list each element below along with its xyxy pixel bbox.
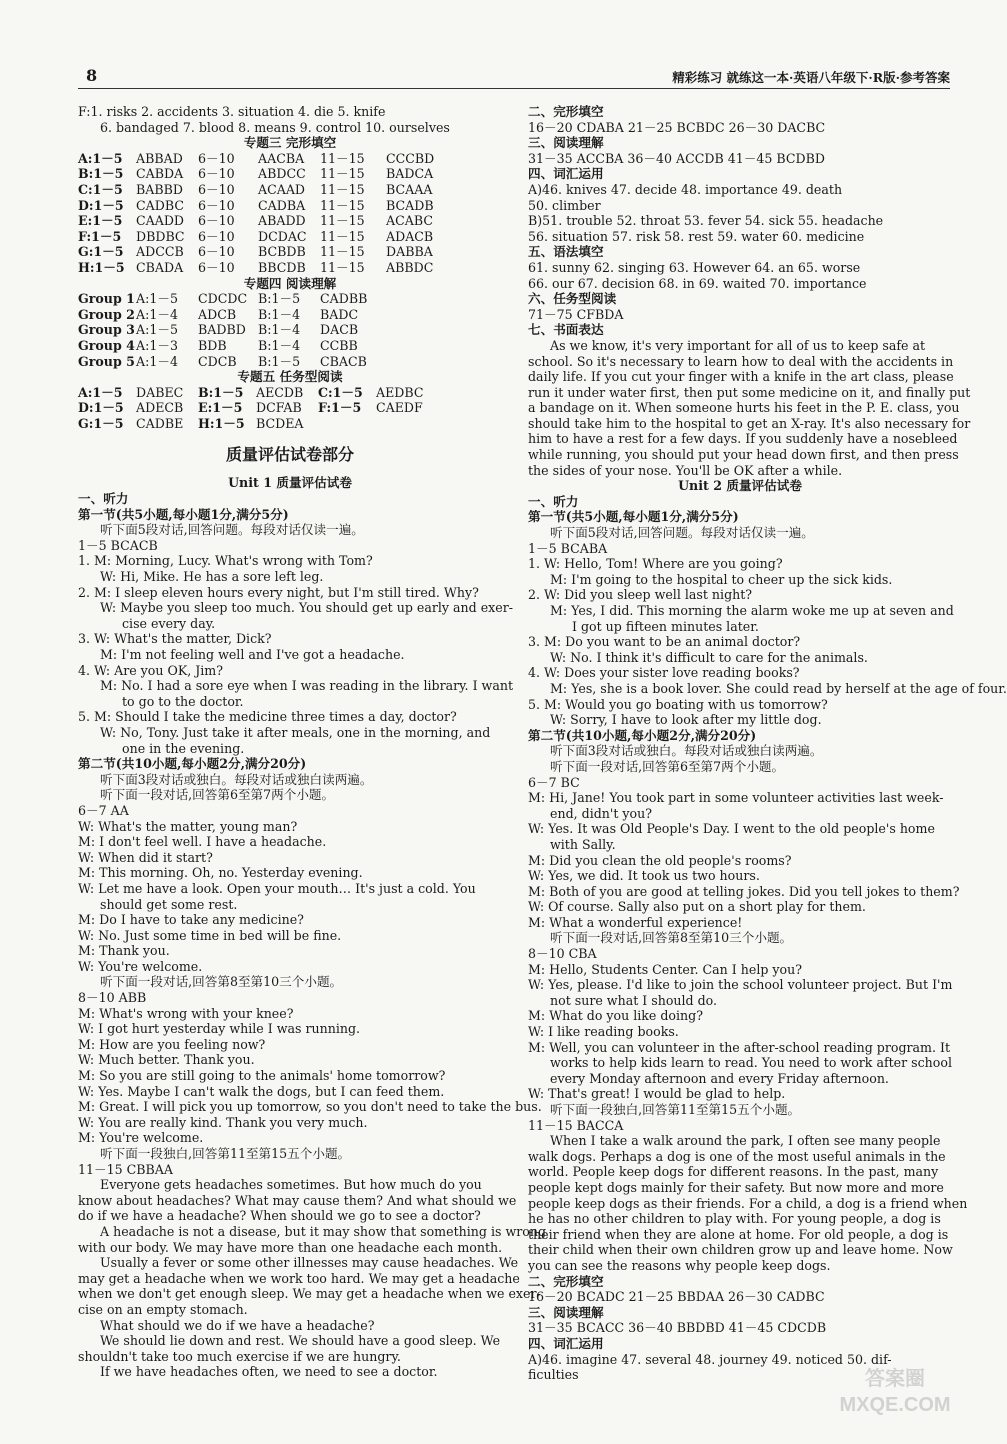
text-line: 第二节(共10小题,每小题2分,满分20分)	[78, 756, 307, 772]
text-line: M: What's wrong with your knee?	[78, 1005, 294, 1021]
text-line: M: Well, you can volunteer in the after-school reading program. It	[528, 1039, 951, 1055]
text-line: with our body. We may have more than one headache each month.	[78, 1239, 503, 1255]
text-line: M: This morning. Oh, no. Yesterday evening.	[78, 865, 363, 881]
answer-cell: 6－10	[198, 244, 235, 260]
text-line: 5. M: Would you go boating with us tomorrow?	[528, 696, 828, 712]
text-line: their child when their own children grow up and leave home. Now	[528, 1242, 953, 1258]
text-line: one in the evening.	[122, 740, 245, 756]
answer-cell: D:1－5	[78, 197, 124, 213]
answer-cell: B:1－5	[198, 384, 244, 400]
text-line: 六、任务型阅读	[528, 291, 617, 307]
answer-cell: ADECB	[136, 400, 184, 416]
answer-cell: Group 5	[78, 353, 135, 369]
answer-cell: Group 3	[78, 322, 135, 338]
answer-row	[78, 213, 502, 229]
text-line: 2. W: Did you sleep well last night?	[528, 587, 753, 603]
answer-cell: ABBAD	[136, 150, 183, 166]
text-line: 第一节(共5小题,每小题1分,满分5分)	[528, 509, 739, 525]
text-line: W: No. Just some time in bed will be fine.	[78, 927, 342, 943]
answer-cell: 11－15	[320, 181, 365, 197]
answer-row	[78, 229, 502, 245]
text-line: 31－35 BCACC 36－40 BBDBD 41－45 CDCDB	[528, 1320, 827, 1336]
answer-cell: D:1－5	[78, 400, 124, 416]
text-line: M: Did you clean the old people's rooms?	[528, 852, 792, 868]
text-line: 16－20 CDABA 21－25 BCBDC 26－30 DACBC	[528, 119, 826, 135]
answer-cell: A:1－3	[136, 337, 178, 353]
answer-cell: AECDB	[256, 384, 304, 400]
text-line: M: Hello, Students Center. Can I help you?	[528, 961, 802, 977]
text-line: 第一节(共5小题,每小题1分,满分5分)	[78, 506, 289, 522]
text-line: 听下面一段对话,回答第8至第10三个小题。	[100, 974, 343, 990]
text-line: 8－10 ABB	[78, 990, 147, 1006]
answer-row	[78, 307, 502, 323]
answer-cell: B:1－4	[258, 306, 301, 322]
watermark-line1: 答案圈	[865, 1368, 925, 1390]
text-line: 听下面一段独白,回答第11至第15五个小题。	[550, 1102, 801, 1117]
answer-cell: Group 4	[78, 337, 135, 353]
answer-cell: CADBB	[320, 291, 368, 307]
text-line: when we don't get enough sleep. We may get a headache when we exer-	[78, 1286, 541, 1302]
text-line: M: No. I had a sore eye when I was reading in the library. I want	[100, 678, 514, 694]
text-line: cise every day.	[122, 615, 216, 631]
text-line: A)46. knives 47. decide 48. importance 49. death	[528, 181, 843, 197]
answer-cell	[376, 416, 438, 432]
answer-row	[78, 151, 502, 167]
answer-cell: B:1－5	[258, 291, 301, 307]
text-line: W: Yes. It was Old People's Day. I went to the old people's home	[528, 821, 935, 837]
left-column	[78, 104, 547, 1380]
text-line: 61. sunny 62. singing 63. However 64. an 65. worse	[528, 259, 861, 275]
text-line: not sure what I should do.	[550, 992, 718, 1008]
answer-cell: CDCDC	[198, 291, 248, 307]
answer-cell: 11－15	[320, 213, 365, 229]
answer-cell: B:1－4	[258, 337, 301, 353]
text-line: daily life. If you cut your finger with a knife in the art class, please	[528, 369, 954, 385]
text-line: 5. M: Should I take the medicine three times a day, doctor?	[78, 709, 457, 725]
text-line: 6－7 BC	[528, 774, 580, 790]
text-line: people keep dogs as their friends. For a child, a dog is a friend when	[528, 1195, 968, 1211]
answer-line: 6. bandaged 7. blood 8. means 9. control 10. ourselves	[100, 119, 450, 135]
answer-cell: 11－15	[320, 259, 365, 275]
answer-cell: H:1－5	[78, 259, 125, 275]
topic-heading: 专题三 完形填空	[243, 135, 337, 151]
answer-row	[78, 166, 502, 182]
text-line: works to help kids learn to read. You need to work after school	[550, 1055, 952, 1071]
text-line: 听下面5段对话,回答问题。每段对话仅读一遍。	[100, 522, 364, 538]
answer-cell: B:1－4	[258, 322, 301, 338]
answer-row	[78, 244, 502, 260]
text-line: M: I'm not feeling well and I've got a headache.	[100, 647, 405, 662]
text-line: cise on an empty stomach.	[78, 1301, 248, 1317]
answer-row	[78, 400, 502, 416]
text-line: 二、完形填空	[528, 1273, 604, 1289]
text-line: may get a headache when we work too hard. We may get a headache	[78, 1270, 520, 1286]
text-line: 11－15 BACCA	[528, 1117, 624, 1133]
topic-heading: 专题五 任务型阅读	[237, 369, 343, 385]
answer-cell: CADBE	[136, 415, 184, 431]
text-line: 6－7 AA	[78, 802, 129, 818]
text-line: If we have headaches often, we need to see a doctor.	[100, 1364, 438, 1380]
answer-cell: CABDA	[136, 166, 184, 182]
page-number: 8	[86, 66, 98, 85]
text-line: 3. M: Do you want to be an animal doctor?	[528, 634, 801, 650]
text-line: W: I got hurt yesterday while I was running.	[78, 1021, 361, 1037]
answer-cell: 6－10	[198, 150, 235, 166]
answer-cell: DCFAB	[256, 400, 302, 416]
text-line: 第二节(共10小题,每小题2分,满分20分)	[528, 727, 757, 743]
answer-cell: C:1－5	[318, 384, 363, 400]
answer-cell: 6－10	[198, 197, 235, 213]
text-line: 听下面3段对话或独白。每段对话或独白读两遍。	[550, 743, 823, 759]
answer-cell: G:1－5	[78, 415, 124, 431]
answer-cell: BCAAA	[386, 181, 433, 197]
text-line: the sides of your nose. You'll be OK after a while.	[528, 462, 843, 478]
text-line: every Monday afternoon and every Friday afternoon.	[550, 1070, 889, 1086]
answer-cell: BCADB	[386, 197, 434, 213]
text-line: We should lie down and rest. We should have a good sleep. We	[100, 1333, 501, 1349]
answer-row	[78, 385, 502, 401]
text-line: W: Yes, please. I'd like to join the school volunteer project. But I'm	[528, 977, 953, 993]
text-line: 4. W: Does your sister love reading books?	[528, 665, 800, 681]
answer-cell: A:1－4	[136, 353, 178, 369]
answer-cell: CCBB	[320, 337, 358, 353]
text-line: W: Hi, Mike. He has a sore left leg.	[100, 569, 324, 585]
text-line: W: That's great! I would be glad to help.	[528, 1086, 786, 1102]
text-line: while running, you should put your head down first, and then press	[528, 447, 959, 463]
answer-cell: 6－10	[198, 181, 235, 197]
answer-cell: F:1－5	[318, 400, 362, 416]
answer-cell: A:1－5	[78, 150, 123, 166]
answer-cell: C:1－5	[78, 181, 123, 197]
text-line: you can see the reasons why people keep dogs.	[528, 1257, 831, 1273]
unit-title: Unit 2 质量评估试卷	[678, 478, 802, 494]
text-line: 50. climber	[528, 197, 601, 213]
answer-cell: 6－10	[198, 213, 235, 229]
answer-row	[78, 198, 502, 214]
text-line: to go to the doctor.	[122, 693, 244, 709]
answer-cell: DBDBC	[136, 228, 185, 244]
text-line: Everyone gets headaches sometimes. But how much do you	[100, 1177, 482, 1193]
answer-cell: G:1－5	[78, 244, 124, 260]
text-line: I got up fifteen minutes later.	[572, 618, 759, 634]
text-line: 四、词汇运用	[528, 1335, 604, 1351]
answer-cell: F:1－5	[78, 228, 122, 244]
text-line: M: I'm going to the hospital to cheer up the sick kids.	[550, 571, 893, 587]
text-line: walk dogs. Perhaps a dog is one of the most useful animals in the	[528, 1148, 946, 1164]
text-line: M: What a wonderful experience!	[528, 914, 743, 930]
text-line: W: Maybe you sleep too much. You should get up early and exer-	[100, 600, 513, 616]
part-title: 质量评估试卷部分	[225, 445, 354, 465]
text-line: Usually a fever or some other illnesses may cause headaches. We	[100, 1255, 519, 1271]
watermark-logo	[820, 1366, 970, 1426]
text-line: W: No, Tony. Just take it after meals, one in the morning, and	[100, 724, 491, 740]
text-line: 1. W: Hello, Tom! Where are you going?	[528, 556, 783, 572]
answer-row	[78, 182, 502, 198]
answer-row	[78, 260, 502, 276]
answer-cell: CAEDF	[376, 400, 423, 416]
text-line: M: How are you feeling now?	[78, 1036, 266, 1052]
text-line: 3. W: What's the matter, Dick?	[78, 631, 272, 647]
text-line: 1－5 BCACB	[78, 537, 158, 553]
text-line: M: Both of you are good at telling jokes. Did you tell jokes to them?	[528, 883, 960, 899]
answer-cell: B:1－5	[78, 166, 124, 182]
answer-line: F:1. risks 2. accidents 3. situation 4. die 5. knife	[78, 104, 386, 119]
answer-row	[78, 354, 502, 370]
text-line: school. So it's necessary to learn how to deal with the accidents in	[528, 353, 954, 369]
answer-cell: BDB	[198, 337, 227, 353]
text-line: When I take a walk around the park, I often see many people	[550, 1133, 941, 1149]
text-line: 1. M: Morning, Lucy. What's wrong with Tom?	[78, 553, 373, 569]
text-line: W: You're welcome.	[78, 958, 203, 974]
watermark-line2: MXQE.COM	[839, 1394, 951, 1416]
answer-cell: ABDCC	[258, 166, 306, 182]
text-line: 二、完形填空	[528, 104, 604, 119]
answer-cell: BADBD	[198, 322, 246, 338]
text-line: W: Of course. Sally also put on a short play for them.	[528, 899, 866, 915]
text-line: 听下面一段对话,回答第8至第10三个小题。	[550, 930, 793, 946]
text-line: 11－15 CBBAA	[78, 1161, 173, 1177]
answer-cell: BCDEA	[256, 415, 304, 431]
text-line: M: Yes, I did. This morning the alarm woke me up at seven and	[550, 603, 954, 618]
answer-cell: BADCA	[386, 166, 434, 182]
answer-cell: A:1－4	[136, 306, 178, 322]
answer-cell: Group 2	[78, 306, 135, 322]
text-line: W: I like reading books.	[528, 1024, 679, 1040]
answer-cell: DACB	[320, 322, 359, 338]
text-line: M: I don't feel well. I have a headache.	[78, 834, 327, 850]
text-line: M: Yes, she is a book lover. She could read by herself at the age of four.	[550, 680, 1007, 696]
text-line: 听下面5段对话,回答问题。每段对话仅读一遍。	[550, 525, 814, 541]
text-line: M: Do I have to take any medicine?	[78, 912, 304, 928]
text-line: 71－75 CFBDA	[528, 306, 624, 322]
answer-cell: ACABC	[386, 213, 433, 229]
text-line: 31－35 ACCBA 36－40 ACCDB 41－45 BCDBD	[528, 150, 825, 166]
answer-cell: DABBA	[386, 244, 433, 260]
answer-cell: CDCB	[198, 353, 237, 369]
answer-cell: CADBC	[136, 197, 184, 213]
answer-cell: A:1－5	[78, 384, 123, 400]
answer-cell: Group 1	[78, 291, 135, 307]
text-line: 三、阅读理解	[528, 135, 604, 151]
text-line: their friend when they are alone at home. For old people, a dog is	[528, 1226, 949, 1242]
answer-cell: BADC	[320, 306, 359, 322]
answer-cell: DCDAC	[258, 228, 307, 244]
text-line: B)51. trouble 52. throat 53. fever 54. sick 55. headache	[528, 213, 884, 229]
text-line: a bandage on it. When someone hurts his feet in the P. E. class, you	[528, 400, 960, 416]
text-line: As we know, it's very important for all of us to keep safe at	[550, 337, 926, 353]
text-line: people kept dogs mainly for their safety. But now more and more	[528, 1179, 944, 1195]
text-line: W: What's the matter, young man?	[78, 818, 298, 834]
text-line: W: Let me have a look. Open your mouth… It's just a cold. You	[78, 880, 476, 896]
answer-cell: CAADD	[136, 213, 185, 229]
answer-cell: CBACB	[320, 353, 367, 369]
unit-title: Unit 1 质量评估试卷	[228, 475, 352, 491]
answer-cell: BABBD	[136, 181, 183, 197]
answer-cell: BBCDB	[258, 259, 306, 275]
answer-cell: ADACB	[386, 228, 434, 244]
answer-cell: 11－15	[320, 166, 365, 182]
text-line: ficulties	[528, 1367, 579, 1383]
text-line: 一、听力	[78, 491, 129, 507]
answer-cell: ADCCB	[136, 244, 184, 260]
text-line: 8－10 CBA	[528, 946, 597, 962]
text-line: him to have a rest for a few days. If you suddenly have a nosebleed	[528, 431, 958, 447]
answer-cell: BCBDB	[258, 244, 306, 260]
text-line: W: When did it start?	[78, 849, 213, 865]
text-line: A)46. imagine 47. several 48. journey 49. noticed 50. dif-	[528, 1351, 892, 1367]
answer-cell: DABEC	[136, 384, 184, 400]
text-line: A headache is not a disease, but it may show that something is wrong	[100, 1223, 547, 1239]
text-line: 七、书面表达	[528, 322, 604, 338]
answer-cell: ABADD	[258, 213, 306, 229]
right-column	[528, 104, 1007, 1383]
answer-cell: AACBA	[258, 150, 305, 166]
text-line: 56. situation 57. risk 58. rest 59. water 60. medicine	[528, 228, 865, 244]
text-line: M: Hi, Jane! You took part in some volunteer activities last week-	[528, 790, 944, 806]
answer-cell: H:1－5	[198, 415, 245, 431]
answer-cell: 6－10	[198, 166, 235, 182]
text-line: 三、阅读理解	[528, 1304, 604, 1320]
answer-row	[78, 338, 502, 354]
text-line: W: Yes, we did. It took us two hours.	[528, 868, 760, 884]
text-line: 4. W: Are you OK, Jim?	[78, 662, 224, 678]
text-line: M: What do you like doing?	[528, 1008, 703, 1024]
answer-cell: CCCBD	[386, 150, 435, 166]
answer-cell	[318, 416, 376, 432]
answer-cell: 6－10	[198, 259, 235, 275]
answer-cell: ABBDC	[386, 259, 434, 275]
text-line: 五、语法填空	[528, 244, 604, 260]
answer-cell: CADBA	[258, 197, 306, 213]
answer-cell: ACAAD	[258, 181, 306, 197]
answer-cell: 11－15	[320, 244, 365, 260]
text-line: do if we have a headache? When should we go to see a doctor?	[78, 1208, 481, 1224]
text-line: 16－20 BCADC 21－25 BBDAA 26－30 CADBC	[528, 1289, 825, 1305]
text-line: W: You are really kind. Thank you very much.	[78, 1114, 368, 1130]
text-line: 听下面一段对话,回答第6至第7两个小题。	[550, 758, 785, 774]
text-line: world. People keep dogs for different reasons. In the past, many	[528, 1164, 939, 1180]
text-line: 2. M: I sleep eleven hours every night, but I'm still tired. Why?	[78, 584, 479, 600]
answer-cell: E:1－5	[198, 400, 243, 416]
text-line: 听下面一段对话,回答第6至第7两个小题。	[100, 787, 335, 803]
text-line: should take him to the hospital to get an X-ray. It's also necessary for	[528, 415, 971, 431]
text-line: 66. our 67. decision 68. in 69. waited 70. importance	[528, 275, 867, 291]
text-line: W: Sorry, I have to look after my little dog.	[550, 712, 822, 728]
text-line: he has no other children to play with. For young people, a dog is	[528, 1211, 941, 1227]
text-line: M: You're welcome.	[78, 1130, 204, 1146]
text-line: M: So you are still going to the animals' home tomorrow?	[78, 1068, 446, 1084]
answer-cell: B:1－5	[258, 353, 301, 369]
answer-cell: ADCB	[198, 306, 237, 322]
text-line: 四、词汇运用	[528, 166, 604, 182]
answer-cell: A:1－5	[136, 291, 178, 307]
answer-row	[78, 322, 502, 338]
text-line: W: Much better. Thank you.	[78, 1052, 255, 1068]
answer-row	[78, 416, 502, 432]
text-line: M: Great. I will pick you up tomorrow, so you don't need to take the bus.	[78, 1099, 542, 1115]
answer-cell: CBADA	[136, 259, 184, 275]
text-line: M: Thank you.	[78, 943, 170, 959]
text-line: with Sally.	[550, 836, 616, 852]
text-line: end, didn't you?	[550, 805, 652, 821]
text-line: should get some rest.	[100, 896, 238, 912]
text-line: W: Yes. Maybe I can't walk the dogs, but I can feed them.	[78, 1083, 445, 1099]
text-line: run it under water first, then put some medicine on it, and finally put	[528, 384, 971, 400]
text-line: 听下面一段独白,回答第11至第15五个小题。	[100, 1146, 351, 1161]
text-line: What should we do if we have a headache?	[100, 1317, 375, 1333]
answer-row	[78, 291, 502, 307]
answer-cell: E:1－5	[78, 213, 123, 229]
text-line: 1－5 BCABA	[528, 540, 608, 556]
answer-cell: A:1－5	[136, 322, 178, 338]
answer-cell: 11－15	[320, 228, 365, 244]
text-line: W: No. I think it's difficult to care for the animals.	[550, 649, 868, 665]
header-title: 精彩练习 就练这一本·英语八年级下·R版·参考答案	[672, 70, 950, 85]
page-header	[78, 66, 950, 89]
answer-cell: 6－10	[198, 228, 235, 244]
answer-cell: AEDBC	[376, 384, 424, 400]
text-line: shouldn't take too much exercise if we are hungry.	[78, 1348, 401, 1364]
text-line: know about headaches? What may cause them? And what should we	[78, 1192, 517, 1208]
answer-cell: 11－15	[320, 150, 365, 166]
text-line: 听下面3段对话或独白。每段对话或独白读两遍。	[100, 771, 373, 787]
answer-cell: 11－15	[320, 197, 365, 213]
topic-heading: 专题四 阅读理解	[243, 275, 337, 291]
text-line: 一、听力	[528, 493, 579, 509]
